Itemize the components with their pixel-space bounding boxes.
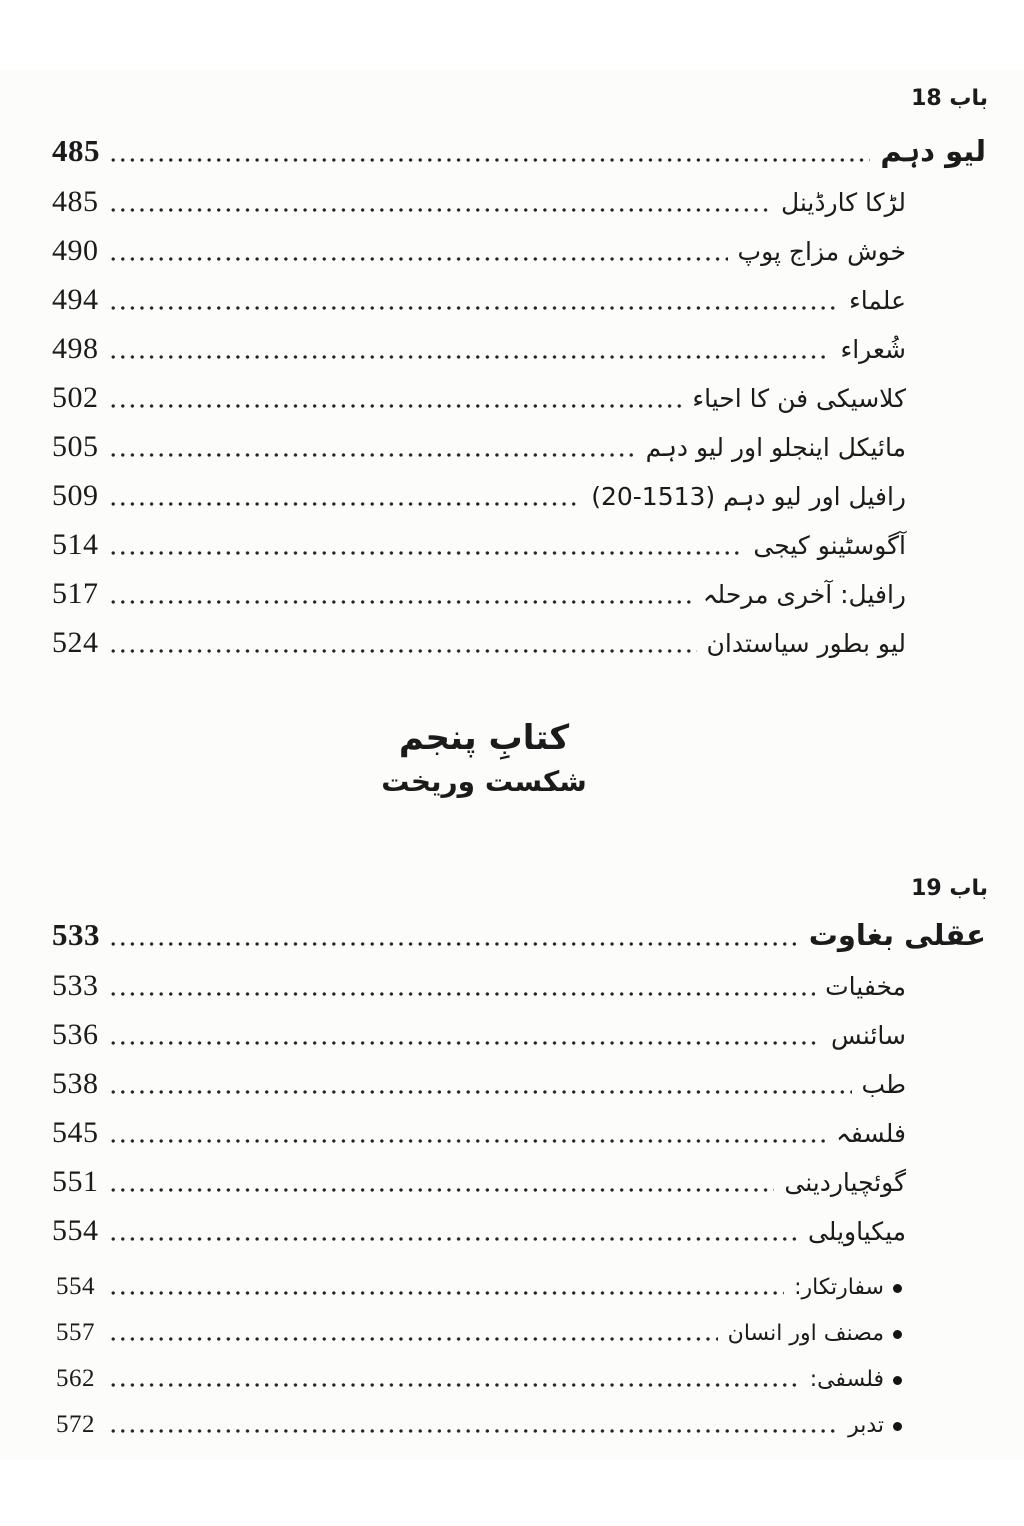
entry-title: کلاسیکی فن کا احیاء <box>692 384 906 413</box>
toc-row <box>52 425 986 474</box>
dot-leader <box>111 1237 798 1241</box>
entry-title: لیو بطور سیاستدان <box>706 629 906 658</box>
page-number: 572 <box>56 1411 95 1438</box>
chapter-title: لیو دہم <box>880 134 986 168</box>
entry-title: طب <box>861 1070 906 1099</box>
dot-leader <box>111 1139 826 1143</box>
entry-title: لڑکا کارڈینل <box>780 188 906 217</box>
dot-leader <box>111 306 839 310</box>
bullet-icon <box>893 1422 902 1431</box>
toc-row <box>52 229 986 278</box>
toc-section-chapter-19 <box>52 912 986 1450</box>
toc-row-bullet <box>52 1404 986 1450</box>
bullet-entry-group <box>52 1266 986 1450</box>
toc-row <box>52 1209 986 1258</box>
book-divider-subtitle: شکست وریخت <box>381 765 587 798</box>
page-number: 505 <box>52 430 99 463</box>
page-number: 551 <box>52 1165 99 1198</box>
toc-row <box>52 1062 986 1111</box>
entry-title: خوش مزاج پوپ <box>737 237 906 266</box>
book-divider-title: کتابِ پنجم <box>398 718 570 758</box>
dot-leader <box>111 453 636 457</box>
page-number: 494 <box>52 283 99 316</box>
dot-leader <box>111 355 830 359</box>
dot-leader <box>111 1291 784 1295</box>
toc-row <box>52 621 986 670</box>
entry-title: گوئچیاردینی <box>784 1168 906 1197</box>
bullet-icon <box>893 1376 902 1385</box>
toc-row <box>52 180 986 229</box>
dot-leader <box>111 1188 774 1192</box>
page-number: 557 <box>56 1319 95 1346</box>
dot-leader <box>111 1090 852 1094</box>
toc-row <box>52 474 986 523</box>
dot-leader <box>111 600 693 604</box>
page-number: 536 <box>52 1018 99 1051</box>
chapter-label-18: باب 18 <box>911 86 988 111</box>
page-number: 485 <box>52 133 100 168</box>
dot-leader <box>111 158 870 162</box>
bullet-icon <box>893 1330 902 1339</box>
page-number: 533 <box>52 917 100 952</box>
toc-row <box>52 1111 986 1160</box>
toc-row <box>52 278 986 327</box>
page-number: 514 <box>52 528 99 561</box>
toc-row <box>52 523 986 572</box>
dot-leader <box>111 1383 800 1387</box>
toc-row <box>52 964 986 1013</box>
dot-leader <box>111 1041 821 1045</box>
page-number: 533 <box>52 969 99 1002</box>
chapter-title: عقلی بغاوت <box>808 918 986 952</box>
entry-title: شُعراء <box>840 335 906 364</box>
toc-row-bullet <box>52 1266 986 1312</box>
toc-section-chapter-18 <box>52 128 986 670</box>
dot-leader <box>111 1337 718 1341</box>
page-number: 517 <box>52 577 99 610</box>
dot-leader <box>111 502 581 506</box>
toc-row <box>52 376 986 425</box>
dot-leader <box>111 942 799 946</box>
toc-row <box>52 327 986 376</box>
bullet-icon <box>893 1284 902 1293</box>
page-number: 498 <box>52 332 99 365</box>
toc-row-chapter-heading <box>52 912 986 964</box>
dot-leader <box>111 649 697 653</box>
page-number: 562 <box>56 1365 95 1392</box>
toc-row <box>52 1160 986 1209</box>
book-divider <box>0 714 996 802</box>
entry-title: مصنف اور انسان <box>727 1321 884 1346</box>
toc-row <box>52 572 986 621</box>
entry-title: سفارتکار: <box>794 1275 884 1300</box>
entry-title: تدبر <box>848 1413 884 1438</box>
toc-row-bullet <box>52 1358 986 1404</box>
dot-leader <box>111 257 728 261</box>
entry-title: سائنس <box>831 1021 906 1050</box>
page-number: 502 <box>52 381 99 414</box>
toc-row-chapter-heading <box>52 128 986 180</box>
chapter-label-19: باب 19 <box>911 876 988 901</box>
page-number: 554 <box>56 1273 95 1300</box>
page-number: 485 <box>52 185 99 218</box>
dot-leader <box>111 992 815 996</box>
page-number: 490 <box>52 234 99 267</box>
entry-title: رافیل: آخری مرحلہ <box>702 580 906 609</box>
page-number: 538 <box>52 1067 99 1100</box>
entry-title: علماء <box>848 286 906 315</box>
entry-title: فلسفی: <box>809 1367 884 1392</box>
dot-leader <box>111 551 743 555</box>
entry-title: مخفیات <box>825 972 906 1001</box>
toc-row <box>52 1013 986 1062</box>
page-number: 524 <box>52 626 99 659</box>
dot-leader <box>111 404 682 408</box>
entry-title: مائیکل اینجلو اور لیو دہم <box>645 433 906 462</box>
page-number: 554 <box>52 1214 99 1247</box>
page-number: 545 <box>52 1116 99 1149</box>
dot-leader <box>111 208 771 212</box>
entry-title: میکیاویلی <box>807 1217 906 1246</box>
entry-title: فلسفہ <box>836 1119 906 1148</box>
dot-leader <box>111 1429 838 1433</box>
page-number: 509 <box>52 479 99 512</box>
toc-row-bullet <box>52 1312 986 1358</box>
entry-title: رافیل اور لیو دہم (1513-20) <box>591 482 906 511</box>
entry-title: آگوسٹینو کیجی <box>753 531 906 560</box>
